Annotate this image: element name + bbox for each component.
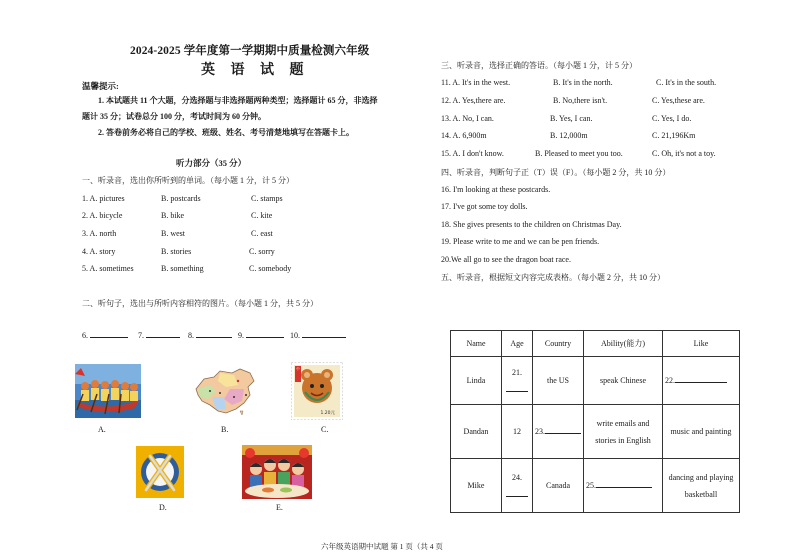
row1-country: the US <box>533 357 584 405</box>
row3-ability: 25. <box>584 459 663 513</box>
q13-option-a: 13. A. No, I can. <box>441 114 494 123</box>
q2-option-a: 2. A. bicycle <box>82 211 123 220</box>
q2-option-c: C. kite <box>251 211 273 220</box>
picture-label-d: D. <box>159 503 167 512</box>
row2-like: music and painting <box>663 405 740 459</box>
dragon-boat-picture <box>75 364 141 418</box>
q12-option-b: B. No,there isn't. <box>553 96 608 105</box>
q15-option-a: 15. A. I don't know. <box>441 149 504 158</box>
tips-line-3: 2. 答卷前务必将自己的学校、班级、姓名、考号清楚地填写在答题卡上。 <box>98 128 354 137</box>
exam-title: 2024-2025 学年度第一学期期中质量检测六年级 <box>130 45 370 57</box>
table-row <box>451 405 740 459</box>
tips-line-1: 1. 本试题共 11 个大题，分选择题与非选择题两种类型；选择题计 65 分，非选择 <box>98 96 378 105</box>
header-country: Country <box>533 331 584 357</box>
q19-sentence: 19. Please write to me and we can be pen friends. <box>441 237 600 246</box>
q4-option-a: 4. A. story <box>82 247 116 256</box>
q13-option-c: C. Yes, I do. <box>652 114 692 123</box>
header-age: Age <box>502 331 533 357</box>
stamp-picture <box>291 362 343 420</box>
q3-option-a: 3. A. north <box>82 229 117 238</box>
q20-sentence: 20.We all go to see the dragon boat race. <box>441 255 571 264</box>
info-table <box>450 330 740 513</box>
q11-option-c: C. It's in the south. <box>656 78 717 87</box>
row3-country: Canada <box>533 459 584 513</box>
stamp-country-text: 中 <box>296 367 300 371</box>
q14-option-c: C. 21,196Km <box>652 131 696 140</box>
q4-option-c: C. sorry <box>249 247 275 256</box>
q17-sentence: 17. I've got some toy dolls. <box>441 202 528 211</box>
part4-instruction: 四、听录音，判断句子正（T）误（F）。（每小题 2 分，共 10 分） <box>441 168 671 177</box>
table-row <box>451 357 740 405</box>
header-name: Name <box>451 331 502 357</box>
row3-name: Mike <box>451 459 502 513</box>
blank-10: 10. <box>290 329 346 340</box>
q13-option-b: B. Yes, I can. <box>550 114 593 123</box>
row3-like: dancing and playing basketball <box>663 459 740 513</box>
listening-heading: 听力部分（35 分） <box>176 158 247 168</box>
row1-name: Linda <box>451 357 502 405</box>
picture-label-c: C. <box>321 425 329 434</box>
blank-8: 8. <box>188 329 232 340</box>
picture-label-b: B. <box>221 425 229 434</box>
blank-6: 6. <box>82 329 128 340</box>
row2-country: 23. <box>533 405 584 459</box>
q18-sentence: 18. She gives presents to the children on Christmas Day. <box>441 220 622 229</box>
q12-option-a: 12. A. Yes,there are. <box>441 96 506 105</box>
blank-9: 9. <box>238 329 284 340</box>
q5-option-a: 5. A. sometimes <box>82 264 134 273</box>
q1-option-c: C. stamps <box>251 194 283 203</box>
table-header-row <box>451 331 740 357</box>
row3-age: 24. <box>502 459 533 513</box>
q1-option-a: 1. A. pictures <box>82 194 125 203</box>
q4-option-b: B. stories <box>161 247 192 256</box>
q2-option-b: B. bike <box>161 211 185 220</box>
header-ability: Ability(能力) <box>584 331 663 357</box>
blank-7: 7. <box>138 329 180 340</box>
part3-instruction: 三、听录音，选择正确的答语。（每小题 1 分，计 5 分） <box>441 61 637 70</box>
table-row <box>451 459 740 513</box>
family-dinner-picture <box>242 445 312 499</box>
part5-instruction: 五、听录音，根据短文内容完成表格。（每小题 2 分，共 10 分） <box>441 273 665 282</box>
q14-option-b: B. 12,000m <box>550 131 588 140</box>
picture-label-a: A. <box>98 425 106 434</box>
fork-knife-picture <box>136 446 184 498</box>
q5-option-c: C. somebody <box>249 264 292 273</box>
row2-ability: write emails and stories in English <box>584 405 663 459</box>
china-map-picture <box>190 367 260 417</box>
q15-option-b: B. Pleased to meet you too. <box>535 149 623 158</box>
q16-sentence: 16. I'm looking at these postcards. <box>441 185 551 194</box>
q15-option-c: C. Oh, it's not a toy. <box>652 149 716 158</box>
part1-instruction: 一、听录音，选出你所听到的单词。（每小题 1 分，计 5 分） <box>82 176 294 185</box>
tips-line-2: 题计 35 分；试卷总分 100 分，考试时间为 60 分钟。 <box>82 112 266 121</box>
q3-option-b: B. west <box>161 229 185 238</box>
exam-subtitle: 英 语 试 题 <box>201 63 310 78</box>
q14-option-a: 14. A. 6,900m <box>441 131 487 140</box>
row2-name: Dandan <box>451 405 502 459</box>
q1-option-b: B. postcards <box>161 194 201 203</box>
row1-ability: speak Chinese <box>584 357 663 405</box>
header-like: Like <box>663 331 740 357</box>
q11-option-a: 11. A. It's in the west. <box>441 78 511 87</box>
tips-heading: 温馨提示: <box>82 81 119 91</box>
q11-option-b: B. It's in the north. <box>553 78 613 87</box>
row1-like: 22. <box>663 357 740 405</box>
page-footer: 六年级英语期中试题 第 1 页（共 4 页 <box>321 542 443 551</box>
row2-age: 12 <box>502 405 533 459</box>
part2-instruction: 二、听句子，选出与所听内容相符的图片。（每小题 1 分，共 5 分） <box>82 299 318 308</box>
q12-option-c: C. Yes,these are. <box>652 96 705 105</box>
q5-option-b: B. something <box>161 264 204 273</box>
row1-age: 21. <box>502 357 533 405</box>
q3-option-c: C. east <box>251 229 273 238</box>
picture-label-e: E. <box>276 503 283 512</box>
stamp-value-text: 1.20元 <box>320 411 335 416</box>
